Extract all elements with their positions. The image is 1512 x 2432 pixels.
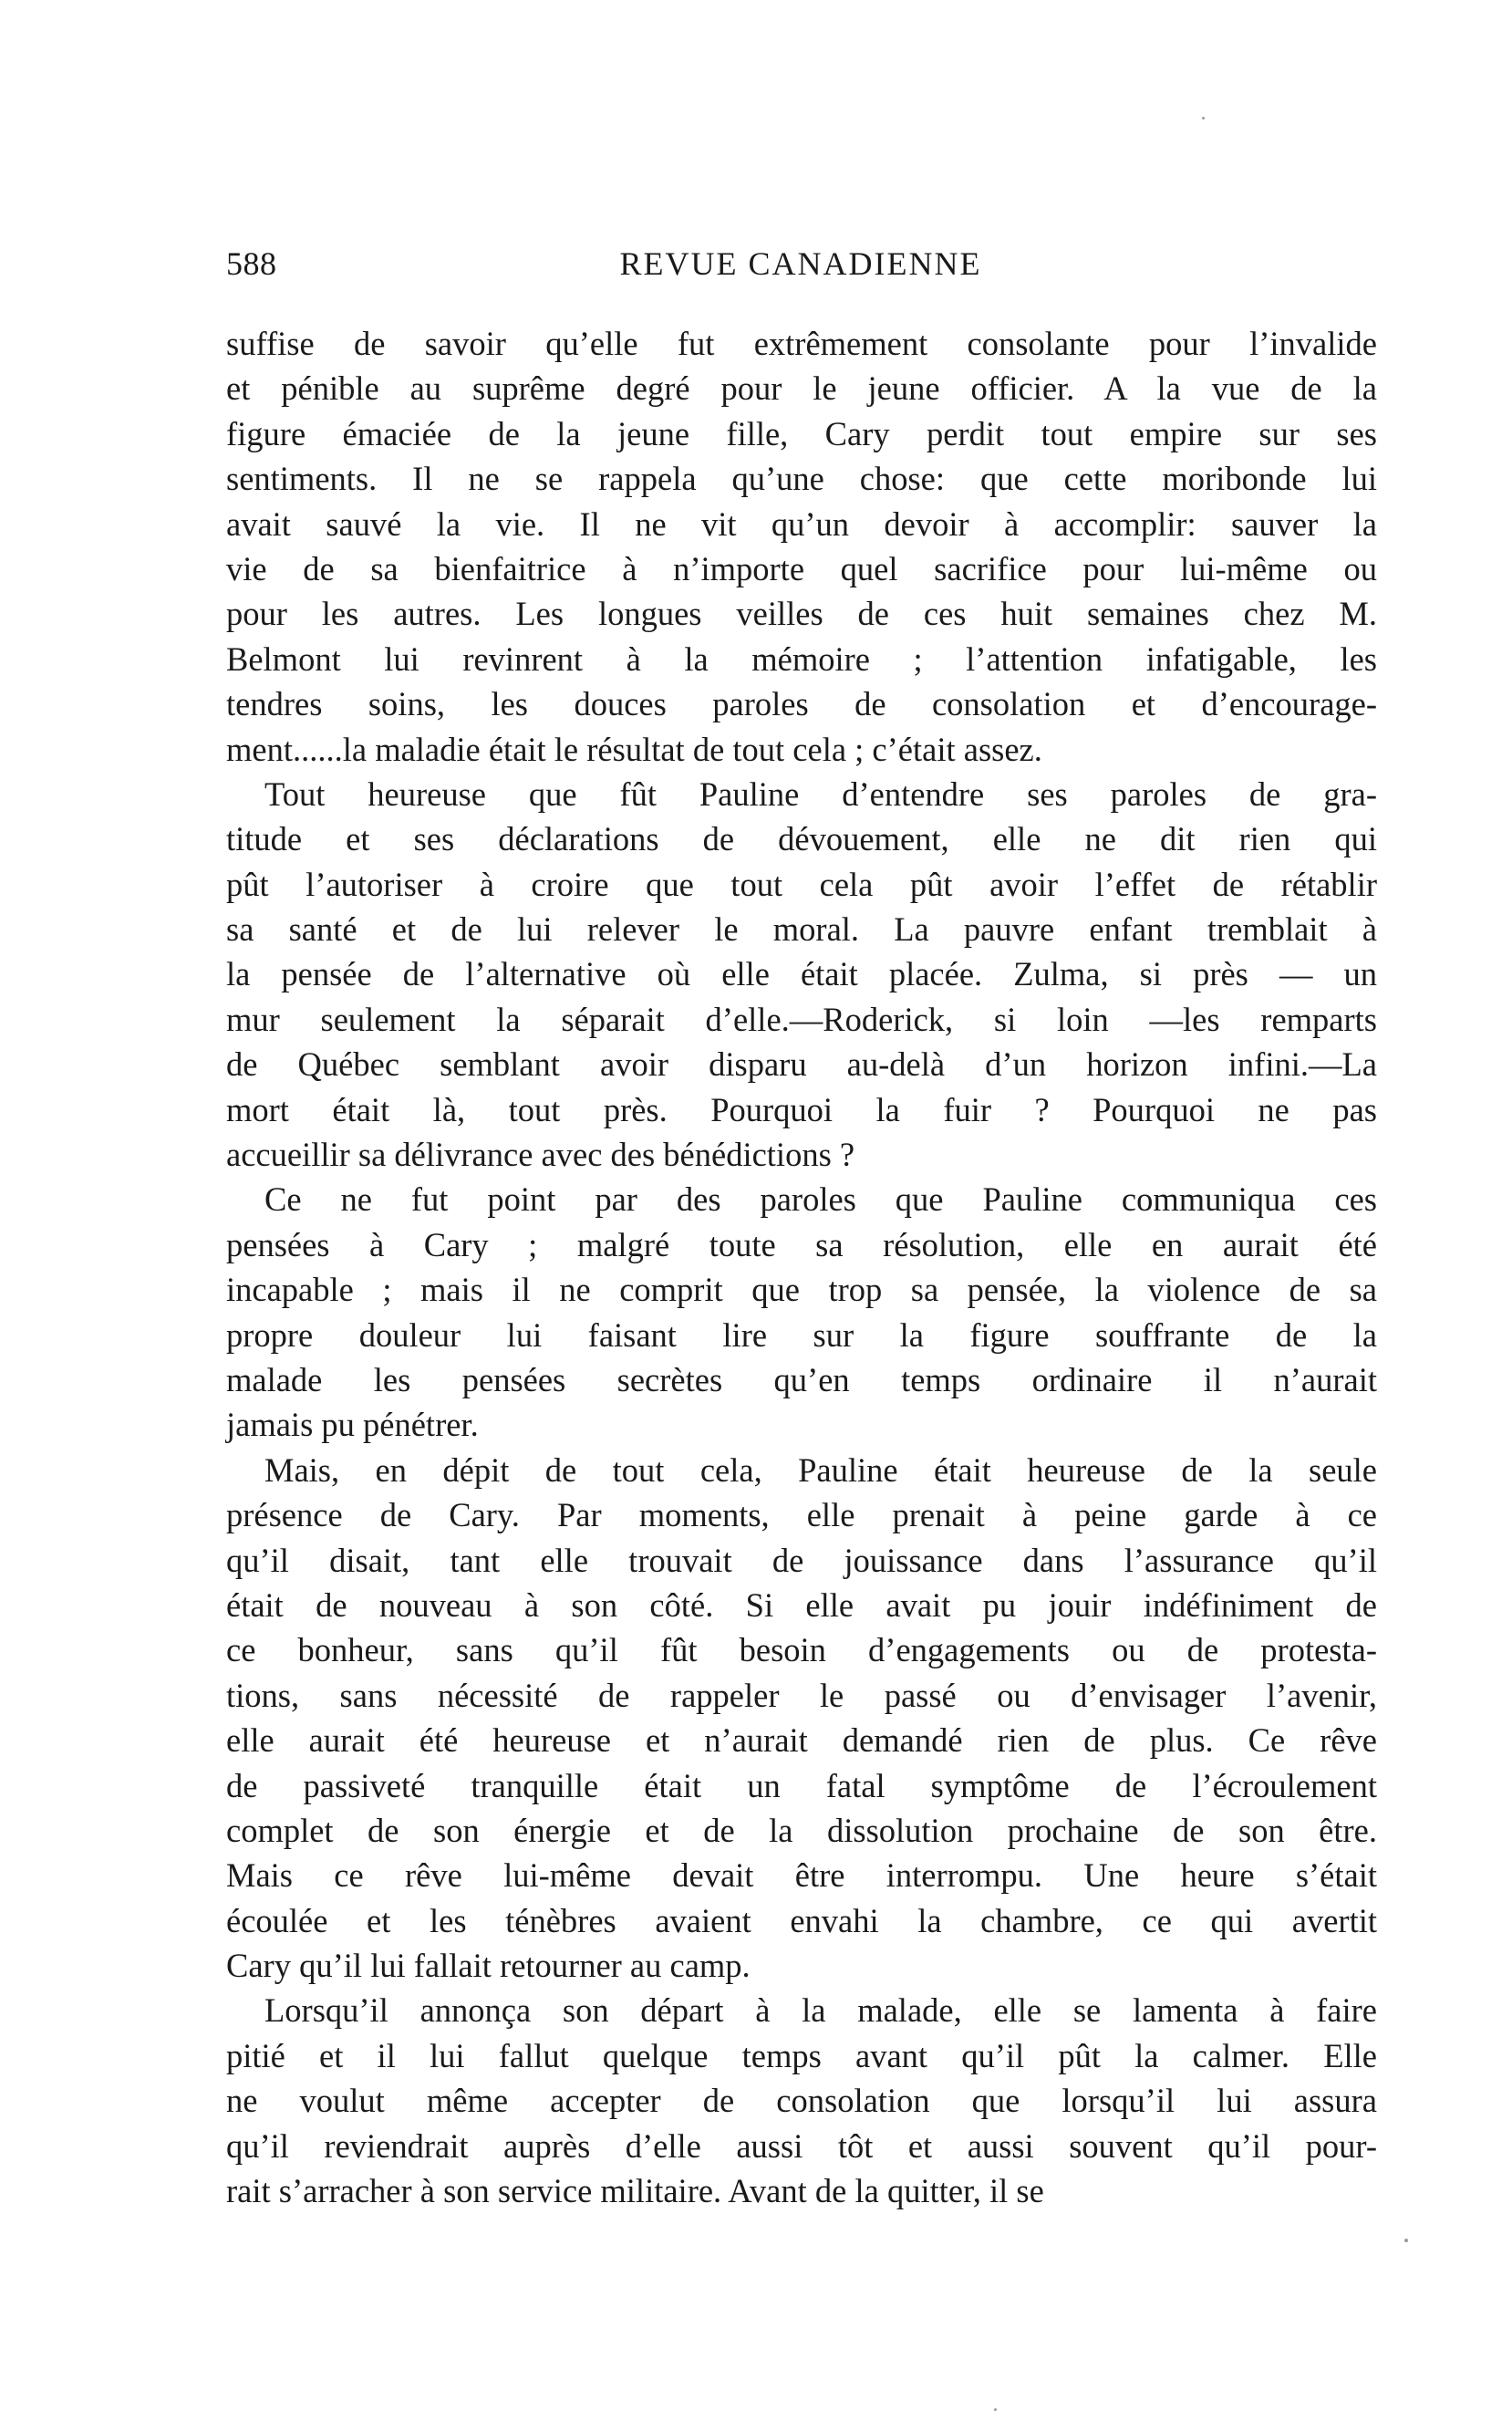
- text-line: malade les pensées secrètes qu’en temps ordinaire il n’aurait: [226, 1360, 1377, 1398]
- text-line: figure émaciée de la jeune fille, Cary perdit tout empire sur ses: [226, 414, 1377, 452]
- text-line: écoulée et les ténèbres avaient envahi la chambre, ce qui avertit: [226, 1901, 1377, 1939]
- text-line: Mais ce rêve lui-même devait être interrompu. Une heure s’était: [226, 1856, 1377, 1895]
- page-number: 588: [226, 245, 277, 282]
- text-line: qu’il disait, tant elle trouvait de jouissance dans l’assurance qu’il: [226, 1541, 1377, 1579]
- text-line: qu’il reviendrait auprès d’elle aussi tôt et aussi souvent qu’il pour-: [226, 2126, 1377, 2165]
- text-line: pitié et il lui fallut quelque temps avant qu’il pût la calmer. Elle: [226, 2036, 1377, 2074]
- paragraph: [226, 1177, 1377, 1447]
- text-line: Ce ne fut point par des paroles que Pauline communiqua ces: [264, 1180, 1377, 1219]
- text-line: titude et ses déclarations de dévouement, elle ne dit rien qui: [226, 820, 1377, 858]
- text-line: Lorsqu’il annonça son départ à la malade, elle se lamenta à faire: [264, 1991, 1377, 2030]
- scan-speck: [994, 2408, 997, 2411]
- text-line: pût l’autoriser à croire que tout cela pût avoir l’effet de rétablir: [226, 865, 1377, 903]
- paragraph: [226, 1988, 1377, 2213]
- text-line: mur seulement la séparait d’elle.—Roderick, si loin —les remparts: [226, 1000, 1377, 1038]
- text-line: Belmont lui revinrent à la mémoire ; l’attention infatigable, les: [226, 639, 1377, 678]
- text-line: pour les autres. Les longues veilles de ces huit semaines chez M.: [226, 595, 1377, 633]
- text-line: pensées à Cary ; malgré toute sa résolution, elle en aurait été: [226, 1225, 1377, 1263]
- text-line: propre douleur lui faisant lire sur la figure souffrante de la: [226, 1315, 1377, 1354]
- text-line: sentiments. Il ne se rappela qu’une chose: que cette moribonde lui: [226, 460, 1377, 498]
- text-line: accueillir sa délivrance avec des bénédictions ?: [226, 1136, 855, 1174]
- text-line: complet de son énergie et de la dissolution prochaine de son être.: [226, 1811, 1377, 1849]
- body-text: [226, 321, 1377, 2213]
- text-line: de Québec semblant avoir disparu au-delà d’un horizon infini.—La: [226, 1045, 1377, 1084]
- scan-speck: [1404, 2239, 1408, 2242]
- text-line: et pénible au suprême degré pour le jeune officier. A la vue de la: [226, 369, 1377, 408]
- text-line: ne voulut même accepter de consolation que lorsqu’il lui assura: [226, 2082, 1377, 2120]
- text-line: tendres soins, les douces paroles de consolation et d’encourage-: [226, 685, 1377, 723]
- text-line: ment......la maladie était le résultat de tout cela ; c’était assez.: [226, 730, 1042, 768]
- running-head: [226, 244, 1375, 290]
- text-line: mort était là, tout près. Pourquoi la fuir ? Pourquoi ne pas: [226, 1090, 1377, 1128]
- text-line: rait s’arracher à son service militaire. Avant de la quitter, il se: [226, 2172, 1044, 2210]
- text-line: avait sauvé la vie. Il ne vit qu’un devoir à accomplir: sauver la: [226, 504, 1377, 543]
- text-line: Tout heureuse que fût Pauline d’entendre ses paroles de gra-: [264, 774, 1377, 813]
- text-line: incapable ; mais il ne comprit que trop sa pensée, la violence de sa: [226, 1271, 1377, 1309]
- paragraph: [226, 1448, 1377, 1989]
- text-line: tions, sans nécessité de rappeler le passé ou d’envisager l’avenir,: [226, 1676, 1377, 1714]
- text-line: Mais, en dépit de tout cela, Pauline était heureuse de la seule: [264, 1450, 1377, 1489]
- text-line: vie de sa bienfaitrice à n’importe quel sacrifice pour lui-même ou: [226, 549, 1377, 587]
- text-line: Cary qu’il lui fallait retourner au camp.: [226, 1947, 751, 1985]
- text-line: sa santé et de lui relever le moral. La pauvre enfant tremblait à: [226, 910, 1377, 949]
- text-line: ce bonheur, sans qu’il fût besoin d’engagements ou de protesta-: [226, 1631, 1377, 1669]
- journal-title: REVUE CANADIENNE: [619, 245, 982, 282]
- paragraph: [226, 772, 1377, 1178]
- text-line: présence de Cary. Par moments, elle prenait à peine garde à ce: [226, 1496, 1377, 1534]
- text-line: suffise de savoir qu’elle fut extrêmement consolante pour l’invalide: [226, 325, 1377, 362]
- text-line: la pensée de l’alternative où elle était placée. Zulma, si près — un: [226, 955, 1377, 993]
- text-line: elle aurait été heureuse et n’aurait demandé rien de plus. Ce rêve: [226, 1721, 1377, 1760]
- paragraph: [226, 321, 1377, 772]
- text-line: était de nouveau à son côté. Si elle avait pu jouir indéfiniment de: [226, 1585, 1377, 1624]
- text-line: jamais pu pénétrer.: [226, 1406, 479, 1444]
- text-line: de passiveté tranquille était un fatal symptôme de l’écroulement: [226, 1766, 1377, 1804]
- scan-speck: [1202, 117, 1205, 120]
